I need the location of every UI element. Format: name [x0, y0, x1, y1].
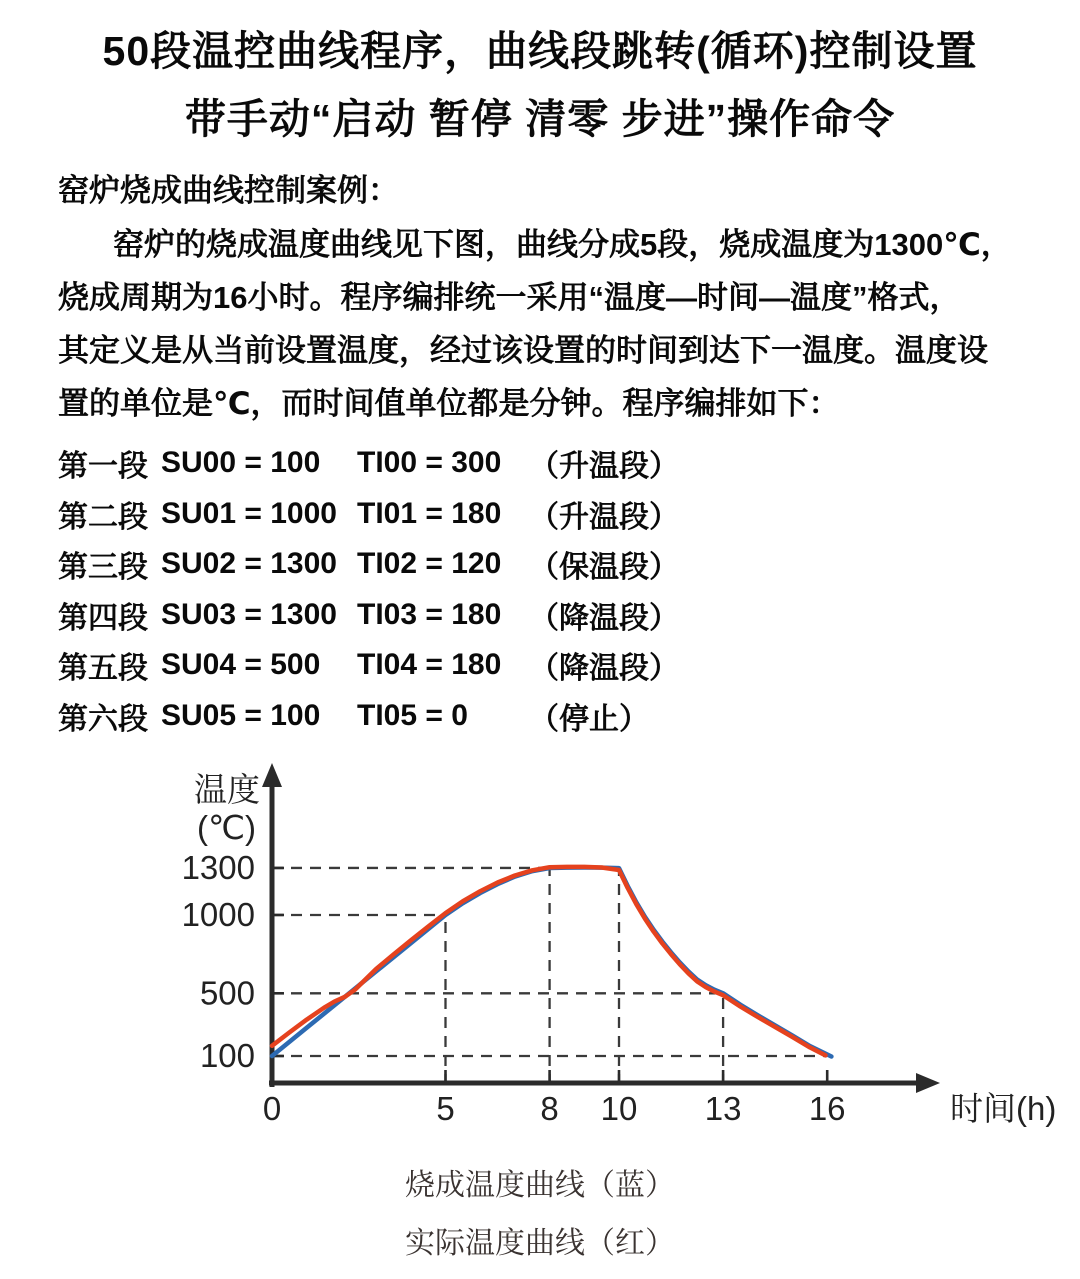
- title-line-1: 50段温控曲线程序，曲线段跳转(循环)控制设置: [102, 28, 978, 74]
- segment-label: 第六段: [58, 702, 148, 736]
- y-axis-arrow-icon: [262, 763, 282, 787]
- segment-label: 第二段: [58, 500, 148, 534]
- segment-su-value: SU03 = 1300: [161, 597, 337, 631]
- x-tick-label: 0: [262, 1090, 282, 1127]
- paragraph-line: 窑炉的烧成温度曲线见下图，曲线分成5段，烧成温度为1300℃，: [113, 227, 1012, 262]
- segment-label: 第三段: [58, 551, 148, 585]
- temperature-chart-area: [144, 753, 1064, 1151]
- segment-label: 第五段: [58, 652, 148, 686]
- y-tick-label: 500: [199, 974, 255, 1012]
- y-axis-title: 温度: [194, 771, 260, 808]
- segment-row: [58, 438, 1022, 489]
- segment-ti-value: TI01 = 180: [357, 496, 502, 530]
- case-heading: 窑炉烧成曲线控制案例：: [58, 173, 399, 208]
- legend-red-curve: 实际温度曲线（红）: [405, 1227, 675, 1260]
- x-axis-arrow-icon: [916, 1073, 940, 1093]
- segment-note: （升温段）: [529, 500, 679, 534]
- segment-ti-value: TI00 = 300: [357, 446, 502, 480]
- body-content: [58, 164, 1022, 741]
- segment-row: [58, 640, 1022, 691]
- segment-ti-value: TI05 = 0: [357, 698, 468, 732]
- segment-ti-value: TI04 = 180: [357, 648, 502, 682]
- temperature-chart: [144, 753, 1064, 1151]
- firing-setpoint-curve: [272, 868, 831, 1057]
- segment-su-value: SU04 = 500: [161, 648, 321, 682]
- segment-note: （降温段）: [529, 652, 679, 686]
- segment-note: （停止）: [529, 702, 649, 736]
- segment-label: 第四段: [58, 601, 148, 635]
- paragraph-line: 置的单位是℃，而时间值单位都是分钟。程序编排如下：: [58, 386, 840, 421]
- legend-blue-curve: 烧成温度曲线（蓝）: [405, 1169, 675, 1202]
- y-axis-unit: (℃): [196, 809, 256, 846]
- y-tick-label: 1300: [181, 848, 255, 886]
- title-line-2: 带手动“启动 暂停 清零 步进”操作命令: [184, 96, 896, 142]
- segment-su-value: SU01 = 1000: [161, 496, 337, 530]
- segment-row: [58, 691, 1022, 742]
- program-segment-list: [58, 438, 1022, 741]
- y-tick-label: 1000: [181, 895, 255, 933]
- segment-ti-value: TI03 = 180: [357, 597, 502, 631]
- x-tick-label: 10: [600, 1090, 638, 1127]
- segment-ti-value: TI02 = 120: [357, 547, 502, 581]
- x-axis-title: 时间(h): [950, 1090, 1057, 1127]
- segment-note: （升温段）: [529, 450, 679, 484]
- segment-row: [58, 489, 1022, 540]
- segment-row: [58, 590, 1022, 641]
- segment-row: [58, 539, 1022, 590]
- paragraph-line: 烧成周期为16小时。程序编排统一采用“温度—时间—温度”格式，: [58, 280, 961, 315]
- chart-legend: [0, 1157, 1080, 1273]
- segment-su-value: SU00 = 100: [161, 446, 321, 480]
- x-tick-label: 13: [704, 1090, 742, 1127]
- segment-label: 第一段: [58, 450, 148, 484]
- x-tick-label: 16: [808, 1090, 846, 1127]
- segment-su-value: SU05 = 100: [161, 698, 321, 732]
- segment-su-value: SU02 = 1300: [161, 547, 337, 581]
- segment-note: （降温段）: [529, 601, 679, 635]
- y-tick-label: 100: [199, 1037, 255, 1074]
- x-tick-label: 8: [540, 1090, 559, 1127]
- segment-note: （保温段）: [529, 551, 679, 585]
- paragraph-line: 其定义是从当前设置温度，经过该设置的时间到达下一温度。温度设: [58, 333, 988, 368]
- x-tick-label: 5: [436, 1090, 455, 1127]
- document-title: [0, 0, 1080, 150]
